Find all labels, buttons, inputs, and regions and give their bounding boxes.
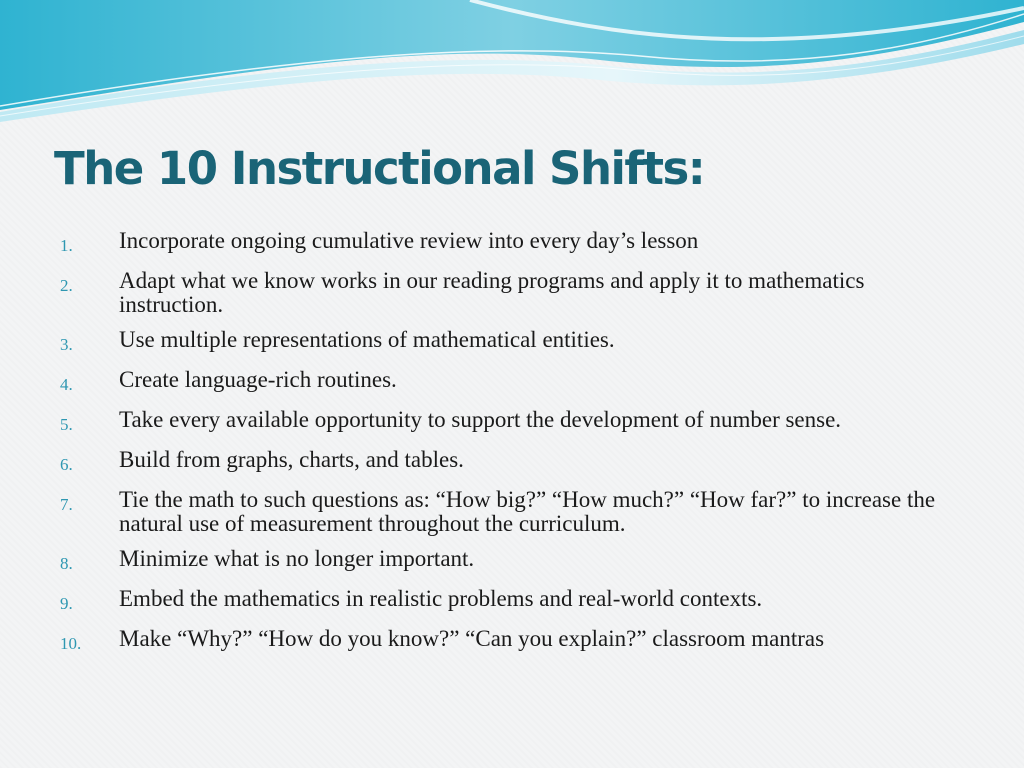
list-item-text: Tie the math to such questions as: “How big?” “How much?” “How far?” to increase the natural use of measurement throughout the curriculum. xyxy=(119,487,936,536)
list-item-text: Take every available opportunity to support the development of number sense. xyxy=(119,407,842,432)
list-item xyxy=(60,328,980,357)
list-item xyxy=(60,229,980,258)
list-item-number: 8. xyxy=(60,554,73,573)
list-item-text: Incorporate ongoing cumulative review into every day’s lesson xyxy=(119,228,699,253)
list-item-text: Embed the mathematics in realistic problems and real-world contexts. xyxy=(119,586,763,611)
list-item-number: 4. xyxy=(60,375,73,394)
list-item-text: Use multiple representations of mathematical entities. xyxy=(119,327,615,352)
list-item-number: 10. xyxy=(60,634,82,653)
list-item xyxy=(60,547,980,576)
list-item-text: Build from graphs, charts, and tables. xyxy=(119,447,464,472)
list-item-number: 7. xyxy=(60,495,73,514)
list-item-number: 5. xyxy=(60,415,73,434)
instructional-shifts-list xyxy=(60,229,980,667)
list-item xyxy=(60,448,980,477)
list-item-text: Make “Why?” “How do you know?” “Can you explain?” classroom mantras xyxy=(119,626,825,651)
wave-header-decoration xyxy=(0,0,1024,130)
list-item xyxy=(60,408,980,437)
list-item-text: Adapt what we know works in our reading programs and apply it to mathematics instruction. xyxy=(119,268,865,317)
list-item xyxy=(60,587,980,616)
list-item-number: 6. xyxy=(60,455,73,474)
list-item-number: 9. xyxy=(60,594,73,613)
list-item xyxy=(60,368,980,397)
slide-title: The 10 Instructional Shifts: xyxy=(54,142,705,195)
list-item-text: Minimize what is no longer important. xyxy=(119,546,475,571)
list-item-text: Create language-rich routines. xyxy=(119,367,397,392)
list-item-number: 1. xyxy=(60,236,73,255)
list-item-number: 3. xyxy=(60,335,73,354)
list-item xyxy=(60,488,980,536)
list-item-number: 2. xyxy=(60,276,73,295)
list-item xyxy=(60,627,980,656)
list-item xyxy=(60,269,980,317)
